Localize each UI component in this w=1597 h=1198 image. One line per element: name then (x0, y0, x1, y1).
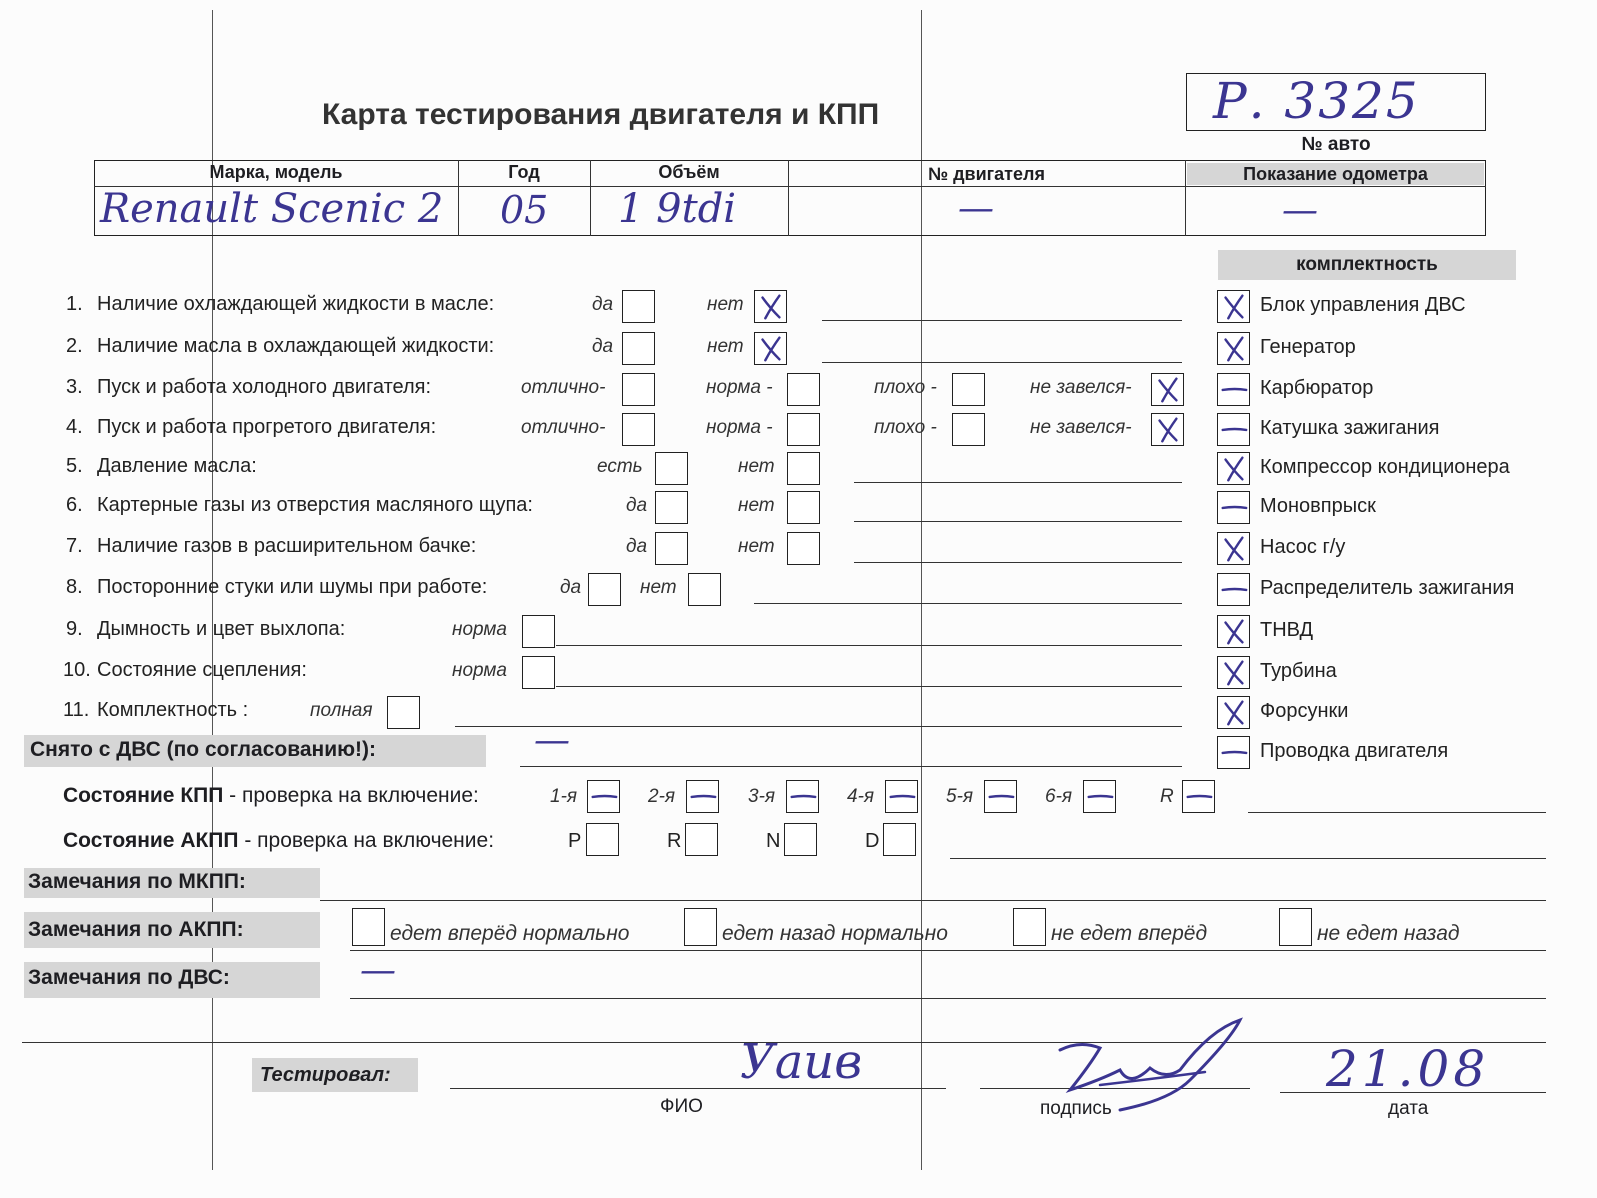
completeness-item-label: ТНВД (1260, 619, 1314, 641)
completeness-item-label: Компрессор кондиционера (1260, 456, 1510, 478)
gear-label: 5-я (946, 786, 974, 807)
dash-mark-icon (1218, 574, 1249, 605)
volume-value: 1 9tdi (618, 186, 737, 232)
option-label: не завелся- (1030, 417, 1132, 438)
akpp-label: Состояние АКПП (63, 829, 239, 852)
question-text: Картерные газы из отверстия масляного щупа: (97, 494, 533, 516)
question-number: 10. (63, 659, 91, 681)
check-mark-icon (1218, 616, 1249, 647)
completeness-checkbox[interactable] (1217, 452, 1250, 485)
option-label: отлично- (521, 377, 606, 398)
akpp-row-label (63, 829, 494, 853)
gear-checkbox[interactable] (1083, 780, 1116, 813)
gear-checkbox[interactable] (984, 780, 1017, 813)
completeness-item-label: Блок управления ДВС (1260, 294, 1466, 316)
brand-model-label: Марка, модель (209, 162, 343, 182)
dash-mark-icon (1084, 781, 1115, 812)
akpp-remark-label: не едет назад (1317, 922, 1460, 945)
completeness-item-label: Форсунки (1260, 700, 1349, 722)
check-mark-icon (1218, 697, 1249, 728)
option-label: да (592, 294, 614, 315)
akpp-position-checkbox[interactable] (784, 823, 817, 856)
completeness-item-label: Моновпрыск (1260, 495, 1376, 517)
question-number: 8. (66, 576, 83, 598)
completeness-item-label: Карбюратор (1260, 377, 1374, 399)
option-checkbox[interactable] (622, 413, 655, 446)
completeness-checkbox[interactable] (1217, 373, 1250, 406)
option-label: норма (452, 619, 507, 640)
option-label: плохо - (874, 377, 937, 398)
question-number: 3. (66, 376, 83, 398)
gear-label: R (1160, 786, 1174, 807)
tested-by-label: Тестировал: (260, 1064, 391, 1086)
dash-mark-icon (588, 781, 619, 812)
akpp-position-label: N (766, 830, 781, 852)
dash-mark-icon (1218, 374, 1249, 405)
remarks-dvs-label: Замечания по ДВС: (28, 966, 230, 989)
akpp-position-checkbox[interactable] (883, 823, 916, 856)
engine-number-label: № двигателя (928, 164, 1045, 184)
option-label: не завелся- (1030, 377, 1132, 398)
question-text: Пуск и работа прогретого двигателя: (97, 416, 437, 438)
option-checkbox[interactable] (622, 373, 655, 406)
option-checkbox[interactable] (952, 413, 985, 446)
akpp-remark-checkbox[interactable] (684, 908, 717, 946)
name-line (450, 1088, 946, 1089)
check-mark-icon (1218, 657, 1249, 688)
option-checkbox[interactable] (655, 491, 688, 524)
question-text: Пуск и работа холодного двигателя: (97, 376, 432, 398)
date-value: 21.08 (1326, 1040, 1490, 1098)
remarks-akpp-label: Замечания по АКПП: (28, 918, 244, 941)
option-checkbox[interactable] (387, 696, 420, 729)
page-title: Карта тестирования двигателя и КПП (322, 98, 880, 131)
check-mark-icon (1218, 453, 1249, 484)
check-mark-icon (1218, 291, 1249, 322)
akpp-remark-label: не едет вперёд (1051, 922, 1208, 945)
question-text: Дымность и цвет выхлопа: (97, 618, 346, 640)
remarks-mkpp-label: Замечания по МКПП: (28, 870, 246, 893)
akpp-position-label: P (568, 830, 582, 852)
question-text: Наличие охлаждающей жидкости в масле: (97, 293, 495, 315)
dash-mark-icon (1218, 492, 1249, 523)
completeness-checkbox[interactable] (1217, 491, 1250, 524)
auto-number-label: № авто (1301, 134, 1371, 155)
question-number: 4. (66, 416, 83, 438)
engine-number-value: — (958, 188, 994, 229)
option-label: норма (452, 660, 507, 681)
option-checkbox[interactable] (787, 491, 820, 524)
option-label: нет (738, 495, 775, 516)
option-checkbox[interactable] (522, 656, 555, 689)
gear-label: 6-я (1045, 786, 1073, 807)
completeness-checkbox[interactable] (1217, 696, 1250, 729)
option-checkbox[interactable] (622, 290, 655, 323)
question-text: Состояние сцепления: (97, 659, 307, 681)
option-label: нет (738, 456, 775, 477)
dash-mark-icon (687, 781, 718, 812)
question-text: Давление масла: (97, 455, 257, 477)
volume-label: Объём (658, 162, 720, 182)
gear-checkbox[interactable] (1182, 780, 1215, 813)
answer-line (455, 726, 1182, 727)
question-number: 5. (66, 455, 83, 477)
question-number: 2. (66, 335, 83, 357)
gear-label: 1-я (550, 786, 578, 807)
removed-line (520, 766, 1182, 767)
question-number: 7. (66, 535, 83, 557)
completeness-item-label: Катушка зажигания (1260, 417, 1440, 439)
question-text: Наличие газов в расширительном бачке: (97, 535, 477, 557)
gear-label: 2-я (648, 786, 676, 807)
dash-mark-icon (787, 781, 818, 812)
akpp-position-label: R (667, 830, 682, 852)
akpp-remark-checkbox[interactable] (1279, 908, 1312, 946)
option-checkbox[interactable] (1151, 373, 1184, 406)
completeness-item-label: Генератор (1260, 336, 1356, 358)
answer-line (754, 603, 1182, 604)
dash-mark-icon (1218, 737, 1249, 768)
option-label: нет (707, 294, 744, 315)
completeness-checkbox[interactable] (1217, 413, 1250, 446)
question-number: 1. (66, 293, 83, 315)
completeness-checkbox[interactable] (1217, 532, 1250, 565)
option-checkbox[interactable] (622, 332, 655, 365)
option-checkbox[interactable] (787, 532, 820, 565)
remarks-dvs-line (350, 998, 1546, 999)
name-value: Уaив (740, 1034, 863, 1090)
auto-number-box (1186, 73, 1486, 131)
answer-line (854, 562, 1182, 563)
akpp-remark-checkbox[interactable] (1013, 908, 1046, 946)
gear-checkbox[interactable] (786, 780, 819, 813)
question-text: Комплектность : (97, 699, 249, 721)
dash-mark-icon (1183, 781, 1214, 812)
kpp-label: Состояние КПП (63, 784, 224, 807)
question-number: 9. (66, 618, 83, 640)
akpp-remark-label: едет назад нормально (722, 922, 948, 945)
option-checkbox[interactable] (1151, 413, 1184, 446)
option-label: да (560, 577, 582, 598)
option-checkbox[interactable] (754, 332, 787, 365)
completeness-item-label: Проводка двигателя (1260, 740, 1449, 762)
kpp-suffix: - проверка на включение: (223, 784, 479, 807)
check-mark-icon (1218, 333, 1249, 364)
completeness-checkbox[interactable] (1217, 736, 1250, 769)
auto-number-value: Р. 3325 (1213, 72, 1420, 130)
completeness-item-label: Турбина (1260, 660, 1337, 682)
remarks-akpp-line (350, 950, 1546, 951)
remarks-mkpp-line (320, 900, 1546, 901)
year-value: 05 (500, 188, 549, 232)
dash-mark-icon (985, 781, 1016, 812)
option-label: норма - (706, 377, 773, 398)
completeness-checkbox[interactable] (1217, 615, 1250, 648)
answer-line (822, 362, 1182, 363)
odometer-value: — (1282, 190, 1318, 231)
option-label: нет (707, 336, 744, 357)
option-label: нет (738, 536, 775, 557)
name-caption: ФИО (660, 1096, 703, 1117)
option-label: да (626, 536, 648, 557)
question-text: Посторонние стуки или шумы при работе: (97, 576, 488, 598)
odometer-label: Показание одометра (1243, 164, 1428, 184)
completeness-checkbox[interactable] (1217, 656, 1250, 689)
answer-line (556, 686, 1182, 687)
option-checkbox[interactable] (655, 452, 688, 485)
completeness-checkbox[interactable] (1217, 332, 1250, 365)
completeness-checkbox[interactable] (1217, 290, 1250, 323)
option-checkbox[interactable] (522, 615, 555, 648)
option-label: да (626, 495, 648, 516)
option-checkbox[interactable] (688, 573, 721, 606)
check-mark-icon (755, 291, 786, 322)
check-mark-icon (1152, 374, 1183, 405)
gear-label: 3-я (748, 786, 776, 807)
completeness-checkbox[interactable] (1217, 573, 1250, 606)
gear-checkbox[interactable] (686, 780, 719, 813)
removed-label: Снято с ДВС (по согласованию!): (30, 738, 377, 761)
option-checkbox[interactable] (754, 290, 787, 323)
option-label: есть (597, 456, 643, 477)
dash-mark-icon (1218, 414, 1249, 445)
option-label: полная (310, 700, 373, 721)
remarks-dvs-value: — (360, 950, 396, 991)
akpp-remark-checkbox[interactable] (352, 908, 385, 946)
gear-label: 4-я (847, 786, 875, 807)
option-label: да (592, 336, 614, 357)
option-label: плохо - (874, 417, 937, 438)
option-label: норма - (706, 417, 773, 438)
akpp-position-label: D (865, 830, 880, 852)
kpp-line (1248, 812, 1546, 813)
option-checkbox[interactable] (588, 573, 621, 606)
option-checkbox[interactable] (655, 532, 688, 565)
option-checkbox[interactable] (787, 373, 820, 406)
gear-checkbox[interactable] (587, 780, 620, 813)
option-checkbox[interactable] (787, 413, 820, 446)
answer-line (822, 320, 1182, 321)
brand-model-value: Renault Scenic 2 (100, 186, 444, 232)
removed-value: — (534, 720, 570, 761)
akpp-line (950, 858, 1546, 859)
question-number: 6. (66, 494, 83, 516)
option-label: нет (640, 577, 677, 598)
completeness-title: комплектность (1218, 250, 1516, 280)
akpp-suffix: - проверка на включение: (238, 829, 495, 852)
option-label: отлично- (521, 417, 606, 438)
answer-line (854, 482, 1182, 483)
question-number: 11. (63, 699, 90, 721)
check-mark-icon (755, 333, 786, 364)
check-mark-icon (1152, 414, 1183, 445)
completeness-item-label: Насос г/у (1260, 536, 1346, 558)
answer-line (556, 645, 1182, 646)
signature-caption: подпись (1040, 1098, 1112, 1119)
akpp-position-checkbox[interactable] (586, 823, 619, 856)
kpp-row-label (63, 784, 479, 808)
date-caption: дата (1388, 1098, 1429, 1119)
akpp-remark-label: едет вперёд нормально (390, 922, 630, 945)
completeness-item-label: Распределитель зажигания (1260, 577, 1515, 599)
answer-line (854, 521, 1182, 522)
dash-mark-icon (886, 781, 917, 812)
akpp-position-checkbox[interactable] (685, 823, 718, 856)
year-label: Год (508, 162, 540, 182)
option-checkbox[interactable] (952, 373, 985, 406)
option-checkbox[interactable] (787, 452, 820, 485)
question-text: Наличие масла в охлаждающей жидкости: (97, 335, 495, 357)
check-mark-icon (1218, 533, 1249, 564)
gear-checkbox[interactable] (885, 780, 918, 813)
